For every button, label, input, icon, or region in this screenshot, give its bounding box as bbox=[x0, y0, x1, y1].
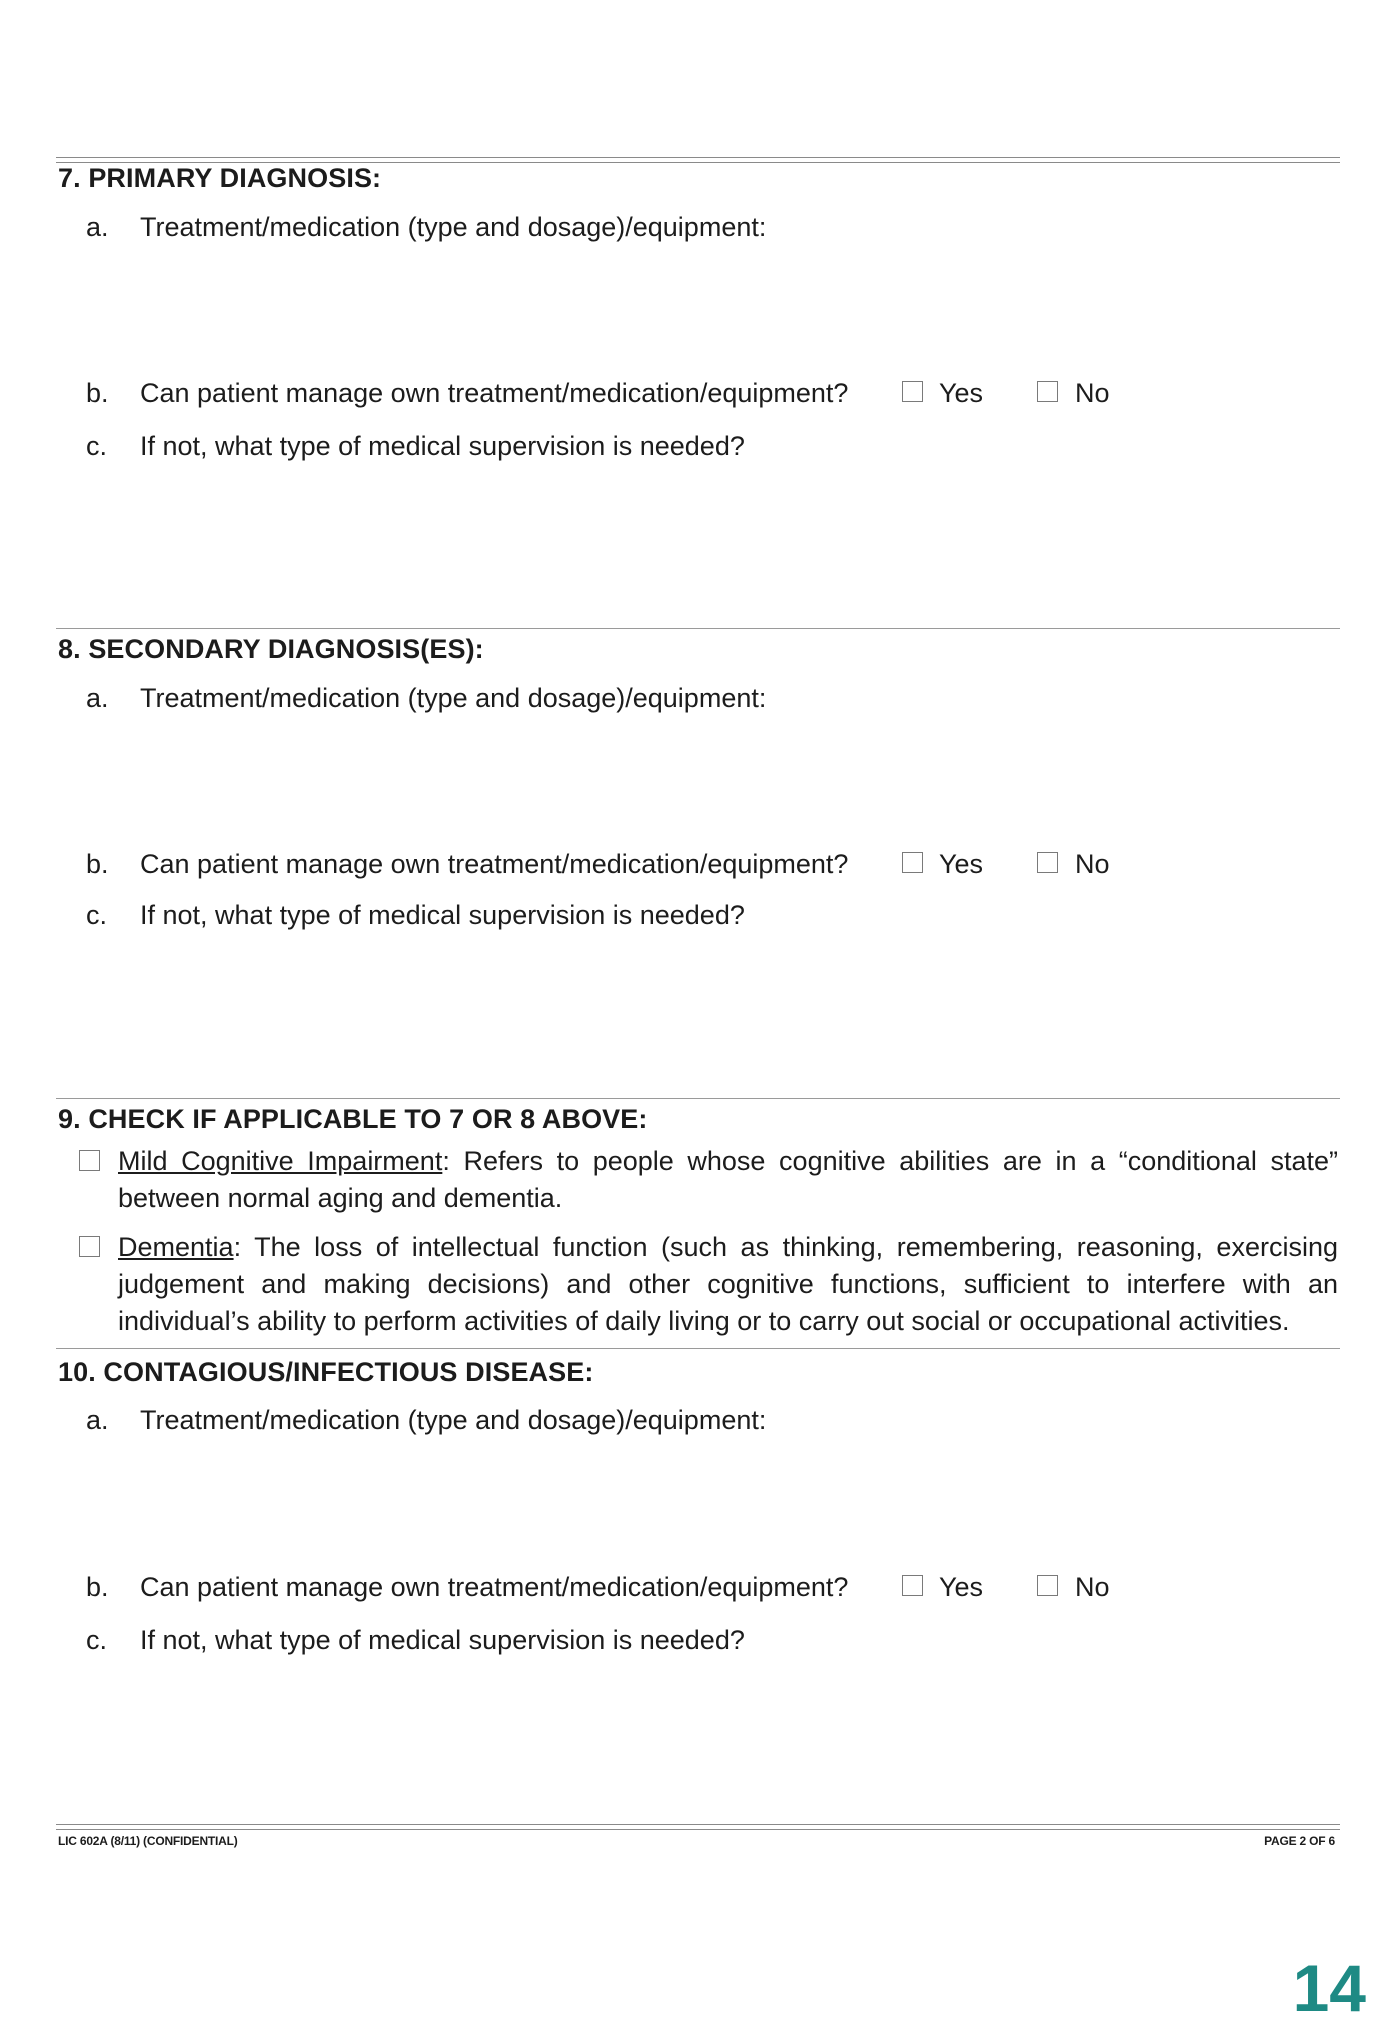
yes-checkbox[interactable] bbox=[902, 852, 923, 873]
dementia-checkbox[interactable] bbox=[79, 1236, 100, 1257]
no-label: No bbox=[1075, 378, 1110, 408]
yes-label: Yes bbox=[939, 849, 984, 879]
no-checkbox[interactable] bbox=[1037, 852, 1058, 873]
mci-checkbox[interactable] bbox=[79, 1150, 100, 1171]
supervision-question: If not, what type of medical supervision is needed? bbox=[140, 431, 745, 461]
item-c-letter: c. bbox=[86, 900, 108, 930]
yes-label: Yes bbox=[939, 1572, 984, 1602]
item-b-letter: b. bbox=[86, 849, 109, 879]
yes-label: Yes bbox=[939, 378, 984, 408]
supervision-question: If not, what type of medical supervision is needed? bbox=[140, 1625, 745, 1655]
page-indicator: PAGE 2 OF 6 bbox=[1264, 1834, 1335, 1848]
section-9-heading: 9. CHECK IF APPLICABLE TO 7 OR 8 ABOVE: bbox=[58, 1104, 648, 1134]
mci-text: : Refers to people whose cognitive abilities are in a “conditional state” between normal aging and dementia. bbox=[118, 1146, 1338, 1213]
item-c-letter: c. bbox=[86, 1625, 108, 1655]
item-a-letter: a. bbox=[86, 212, 109, 242]
mci-term: Mild Cognitive Impairment bbox=[118, 1146, 443, 1176]
item-c-letter: c. bbox=[86, 431, 108, 461]
yes-checkbox[interactable] bbox=[902, 1575, 923, 1596]
manage-own-question: Can patient manage own treatment/medication/equipment? bbox=[140, 378, 849, 408]
mci-definition bbox=[118, 1143, 1338, 1217]
supervision-question: If not, what type of medical supervision is needed? bbox=[140, 900, 745, 930]
dementia-term: Dementia bbox=[118, 1232, 234, 1262]
no-checkbox[interactable] bbox=[1037, 381, 1058, 402]
manage-own-question: Can patient manage own treatment/medication/equipment? bbox=[140, 849, 849, 879]
treatment-label: Treatment/medication (type and dosage)/equipment: bbox=[140, 212, 767, 242]
treatment-label: Treatment/medication (type and dosage)/equipment: bbox=[140, 683, 767, 713]
dementia-text: : The loss of intellectual function (such as thinking, remembering, reasoning, exercising judgement and making decisions) and other cognitive functions, sufficient to interfere with an individual’s ability to perform activities of daily living or to carry out social or occupational activities. bbox=[118, 1232, 1338, 1336]
section-divider bbox=[56, 1098, 1340, 1099]
form-id: LIC 602A (8/11) (CONFIDENTIAL) bbox=[58, 1834, 238, 1848]
item-b-letter: b. bbox=[86, 1572, 109, 1602]
no-label: No bbox=[1075, 849, 1110, 879]
footer-divider bbox=[56, 1824, 1340, 1830]
dementia-definition bbox=[118, 1229, 1338, 1340]
manage-own-question: Can patient manage own treatment/medication/equipment? bbox=[140, 1572, 849, 1602]
section-divider bbox=[56, 1348, 1340, 1349]
no-checkbox[interactable] bbox=[1037, 1575, 1058, 1596]
yes-checkbox[interactable] bbox=[902, 381, 923, 402]
section-8-heading: 8. SECONDARY DIAGNOSIS(ES): bbox=[58, 634, 484, 664]
page-number: 14 bbox=[1292, 1951, 1366, 2025]
section-7-heading: 7. PRIMARY DIAGNOSIS: bbox=[58, 163, 382, 193]
item-a-letter: a. bbox=[86, 683, 109, 713]
treatment-label: Treatment/medication (type and dosage)/equipment: bbox=[140, 1405, 767, 1435]
item-a-letter: a. bbox=[86, 1405, 109, 1435]
no-label: No bbox=[1075, 1572, 1110, 1602]
section-10-heading: 10. CONTAGIOUS/INFECTIOUS DISEASE: bbox=[58, 1357, 594, 1387]
item-b-letter: b. bbox=[86, 378, 109, 408]
section-divider bbox=[56, 628, 1340, 629]
